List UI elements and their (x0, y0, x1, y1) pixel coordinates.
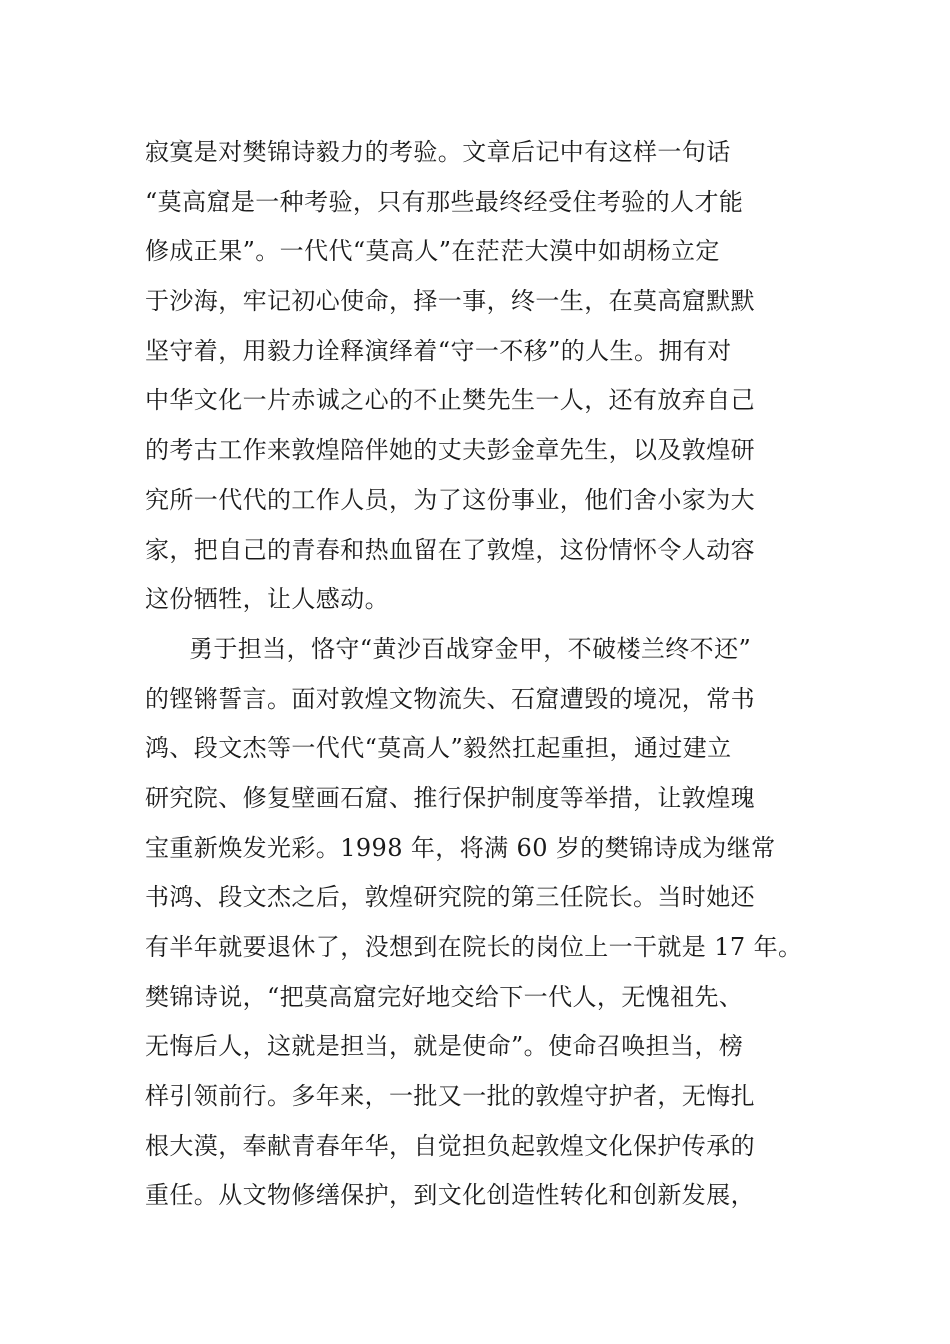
text-line: 究所一代代的工作人员，为了这份事业，他们舍小家为大 (145, 485, 755, 514)
text-line: 书鸿、段文杰之后，敦煌研究院的第三任院长。当时她还 (145, 883, 755, 912)
text-line: 样引领前行。多年来，一批又一批的敦煌守护者，无悔扎 (145, 1082, 755, 1111)
text-line: 修成正果”。一代代“莫高人”在茫茫大漠中如胡杨立定 (145, 237, 720, 266)
text-line: 坚守着，用毅力诠释演绎着“守一不移”的人生。拥有对 (145, 336, 732, 365)
text-line: 无悔后人，这就是担当，就是使命”。使命召唤担当，榜 (145, 1032, 744, 1061)
body-text (145, 128, 845, 1221)
text-line: 鸿、段文杰等一代代“莫高人”毅然扛起重担，通过建立 (145, 734, 732, 763)
text-line: 宝重新焕发光彩。1998 年，将满 60 岁的樊锦诗成为继常 (145, 833, 776, 862)
text-line: 的铿锵誓言。面对敦煌文物流失、石窟遭毁的境况，常书 (145, 684, 755, 713)
text-line: 樊锦诗说，“把莫高窟完好地交给下一代人，无愧祖先、 (145, 982, 744, 1011)
text-line: 根大漠，奉献青春年华，自觉担负起敦煌文化保护传承的 (145, 1131, 755, 1160)
text-line: 家，把自己的青春和热血留在了敦煌，这份情怀令人动容 (145, 535, 755, 564)
text-line: 重任。从文物修缮保护，到文化创造性转化和创新发展， (145, 1181, 755, 1210)
text-line: 的考古工作来敦煌陪伴她的丈夫彭金章先生，以及敦煌研 (145, 436, 755, 465)
text-line: 寂寞是对樊锦诗毅力的考验。文章后记中有这样一句话 (145, 138, 731, 166)
text-line: 研究院、修复壁画石窟、推行保护制度等举措，让敦煌瑰 (145, 783, 755, 812)
text-line: 这份牺牲，让人感动。 (145, 585, 389, 614)
text-line: 中华文化一片赤诚之心的不止樊先生一人，还有放弃自己 (145, 386, 755, 415)
paragraph-start-line: 勇于担当，恪守“黄沙百战穿金甲，不破楼兰终不还” (189, 634, 752, 663)
text-line: 于沙海，牢记初心使命，择一事，终一生，在莫高窟默默 (145, 287, 755, 316)
text-line: 有半年就要退休了，没想到在院长的岗位上一干就是 17 年。 (145, 933, 803, 961)
text-line: “莫高窟是一种考验，只有那些最终经受住考验的人才能 (145, 187, 744, 216)
